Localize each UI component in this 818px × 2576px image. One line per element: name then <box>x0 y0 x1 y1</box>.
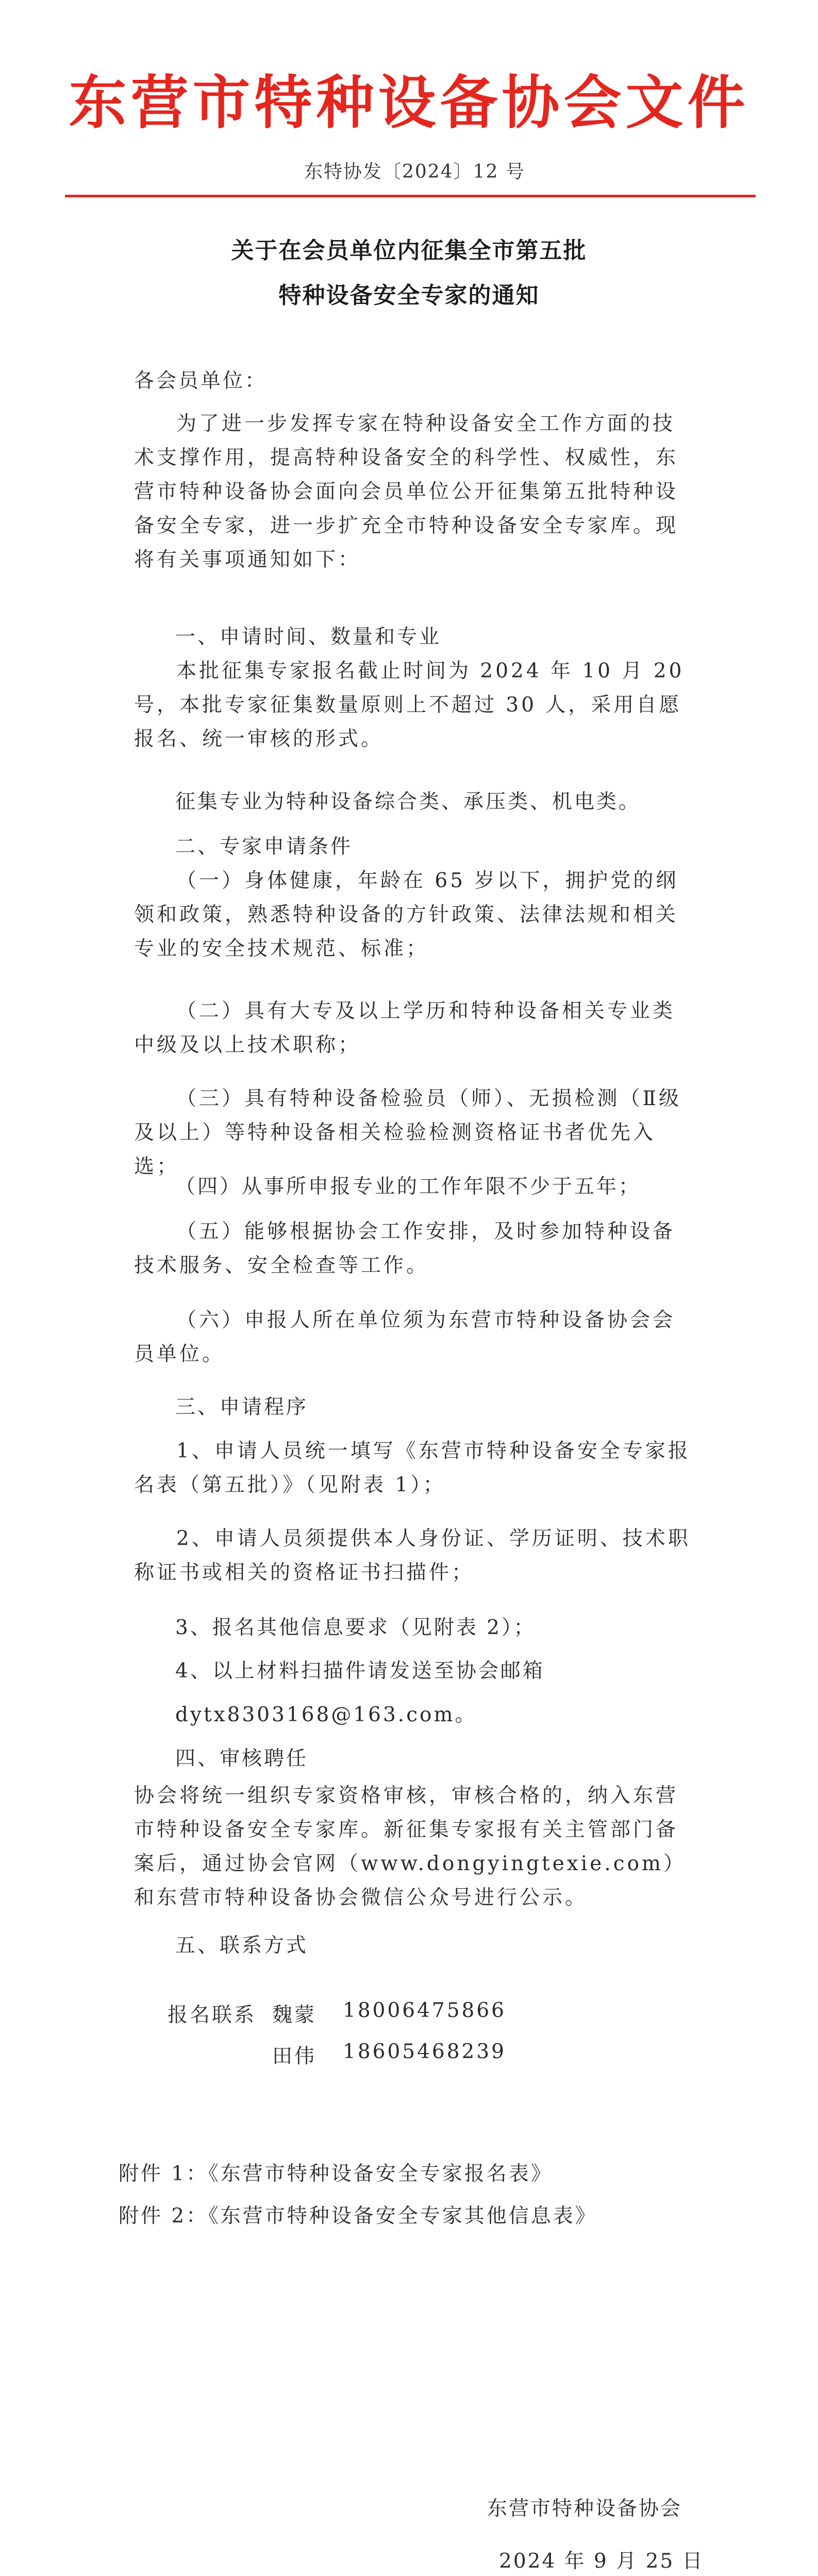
attachment-2: 附件 2：《东营市特种设备安全专家其他信息表》 <box>119 2205 597 2228</box>
section-4-text: 协会将统一组织专家资格审核，审核合格的，纳入东营市特种设备安全专家库。新征集专家报有关主管部门备案后，通过协会官网（www.dongyingtexie.com）和东营市特种设备协会微信公众号进行公示。 <box>134 1784 687 1909</box>
section-2-item-2-text: （二）具有大专及以上学历和特种设备相关专业类中级及以上技术职称； <box>134 999 676 1057</box>
section-1-heading: 一、申请时间、数量和专业 <box>175 625 442 649</box>
section-3-item-4: 4、以上材料扫描件请发送至协会邮箱 <box>175 1659 545 1683</box>
section-3-item-2 <box>134 1522 696 1590</box>
section-1-paragraph-1 <box>134 654 696 756</box>
section-3-item-3: 3、报名其他信息要求（见附表 2）； <box>175 1616 536 1639</box>
intro-text: 为了进一步发挥专家在特种设备安全工作方面的技术支撑作用，提高特种设备安全的科学性、权威性，东营市特种设备协会面向会员单位公开征集第五批特种设备安全专家，进一步扩充全市特种设备安全专家库。现将有关事项通知如下： <box>134 412 679 571</box>
section-2-item-2 <box>134 994 696 1062</box>
signature-org: 东营市特种设备协会 <box>487 2497 682 2520</box>
section-2-item-6-text: （六）申报人所在单位须为东营市特种设备协会会员单位。 <box>134 1309 676 1366</box>
section-1-text-1: 本批征集专家报名截止时间为 2024 年 10 月 20 号，本批专家征集数量原则上不超过 30 人，采用自愿报名、统一审核的形式。 <box>134 659 685 751</box>
section-3-heading: 三、申请程序 <box>175 1396 309 1419</box>
section-5-heading: 五、联系方式 <box>175 1934 309 1957</box>
intro-paragraph <box>134 407 696 577</box>
section-1-paragraph-2: 征集专业为特种设备综合类、承压类、机电类。 <box>175 790 641 814</box>
red-divider <box>65 195 756 197</box>
contact-phone-2: 18605468239 <box>343 2040 506 2063</box>
contact-label: 报名联系 <box>168 2004 257 2027</box>
section-2-item-5 <box>134 1215 696 1283</box>
section-2-item-3-text: （三）具有特种设备检验员（师）、无损检测（Ⅱ级及以上）等特种设备相关检验检测资格证书者优先入选； <box>134 1087 682 1178</box>
section-2-item-5-text: （五）能够根据协会工作安排，及时参加特种设备技术服务、安全检查等工作。 <box>134 1220 676 1277</box>
attachment-1: 附件 1：《东营市特种设备安全专家报名表》 <box>119 2162 553 2185</box>
section-3-item-1 <box>134 1434 696 1502</box>
contact-name-2: 田伟 <box>272 2045 317 2068</box>
signature-date: 2024 年 9 月 25 日 <box>499 2550 704 2573</box>
salutation: 各会员单位： <box>134 369 268 393</box>
contact-phone-1: 18006475866 <box>343 1999 506 2022</box>
section-2-item-1 <box>134 864 696 966</box>
section-2-item-6 <box>134 1303 696 1371</box>
notice-title-line-1: 关于在会员单位内征集全市第五批 <box>231 238 587 264</box>
section-2-item-3 <box>134 1082 696 1184</box>
contact-name-1: 魏蒙 <box>272 2004 317 2027</box>
section-2-item-4: （四）从事所申报专业的工作年限不少于五年； <box>175 1175 641 1198</box>
doc-number: 东特协发〔2024〕12 号 <box>304 161 525 182</box>
red-title: 东营市特种设备协会文件 <box>69 70 749 137</box>
section-4-heading: 四、审核聘任 <box>175 1747 309 1770</box>
notice-title-line-2: 特种设备安全专家的通知 <box>278 282 540 309</box>
section-2-heading: 二、专家申请条件 <box>175 835 353 858</box>
section-4-paragraph <box>134 1779 696 1915</box>
section-2-item-1-text: （一）身体健康，年龄在 65 岁以下，拥护党的纲领和政策，熟悉特种设备的方针政策、法律法规和相关专业的安全技术规范、标准； <box>134 869 679 960</box>
section-3-item-2-text: 2、申请人员须提供本人身份证、学历证明、技术职称证书或相关的资格证书扫描件； <box>134 1527 691 1584</box>
section-3-email: dytx8303168@163.com。 <box>175 1703 477 1726</box>
section-3-item-1-text: 1、申请人员统一填写《东营市特种设备安全专家报名表（第五批）》（见附表 1）； <box>134 1439 691 1497</box>
